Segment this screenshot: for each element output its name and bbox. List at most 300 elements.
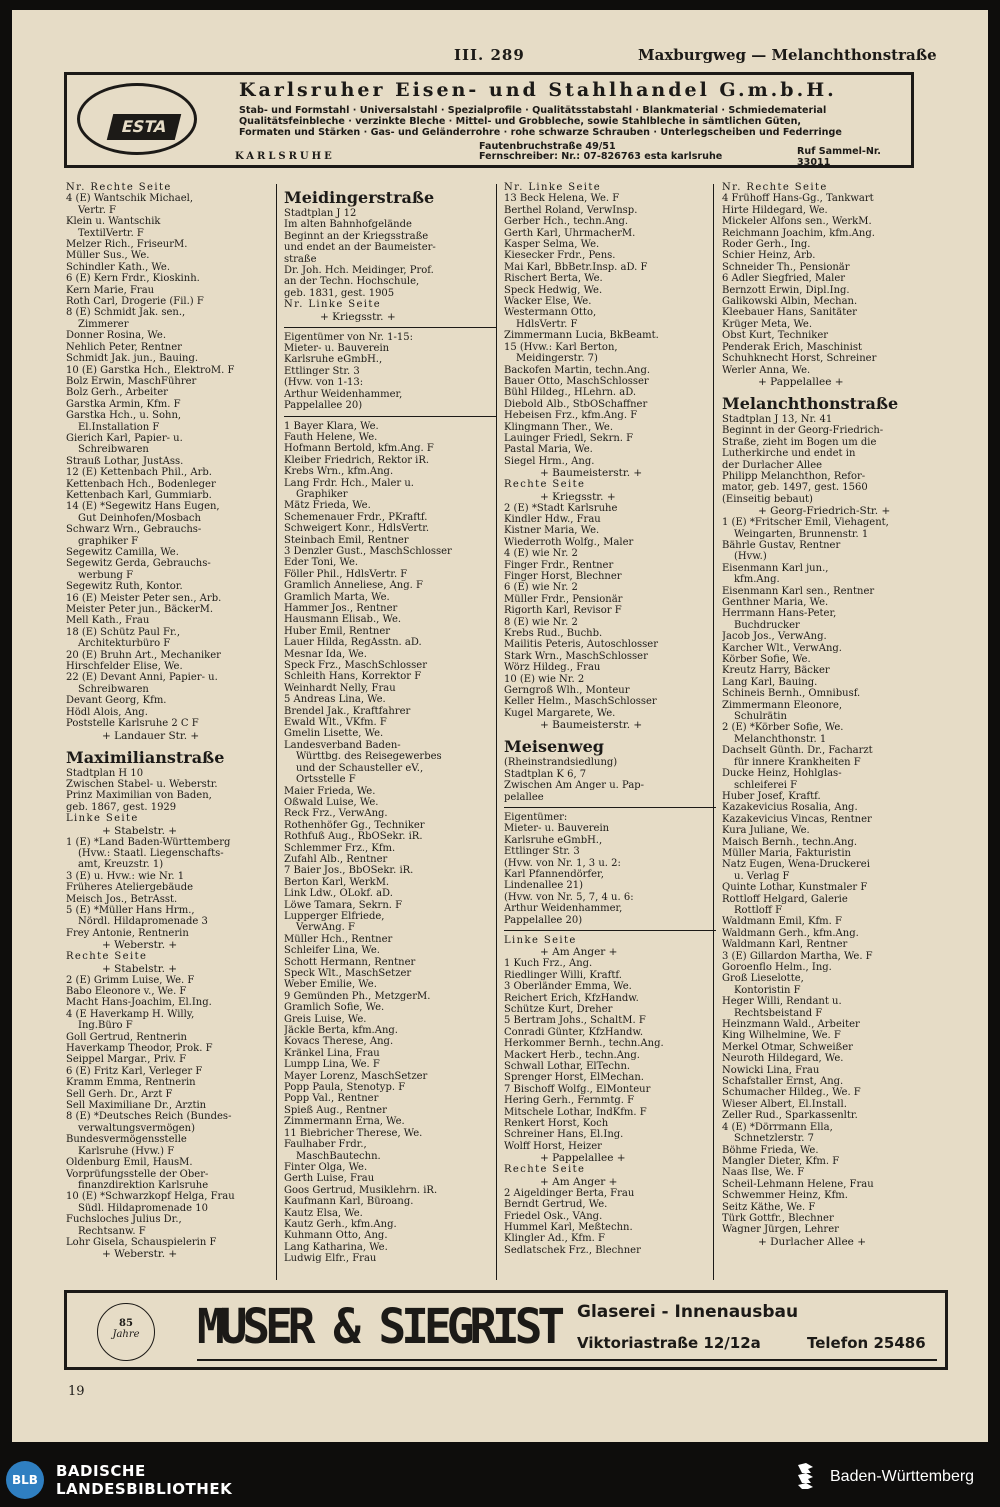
entry-continuation: Karlsruhe (Hvw.) F: [78, 1145, 175, 1157]
directory-entry: Eder Toni, We.: [284, 557, 359, 569]
esta-logo: [77, 83, 197, 155]
cross-street: + Pappelallee +: [540, 1152, 626, 1165]
directory-entry: Müller Hch., Rentner: [284, 933, 393, 945]
directory-entry: Waldmann Gerh., kfm.Ang.: [722, 927, 859, 939]
side-heading: Nr. Rechte Seite: [66, 182, 172, 193]
directory-entry: Werler Anna, We.: [722, 364, 811, 376]
directory-entry: 3 (E) Gillardon Martha, We. F: [722, 950, 873, 962]
directory-entry: Faulhaber Frdr.,: [284, 1139, 367, 1151]
directory-entry: Hirschfelder Elise, We.: [66, 661, 183, 673]
directory-entry: Kasper Selma, We.: [504, 239, 600, 251]
directory-entry: Stadtplan J 12: [284, 208, 357, 219]
directory-entry: Stadtplan J 13, Nr. 41: [722, 413, 833, 425]
directory-entry: 4 (E Haverkamp H. Willy,: [66, 1008, 195, 1020]
directory-entry: Nehlich Peter, Rentner: [66, 341, 182, 353]
directory-entry: Kautz Gerh., kfm.Ang.: [284, 1218, 397, 1230]
directory-entry: 10 (E) wie Nr. 2: [504, 673, 585, 685]
directory-entry: geb. 1867, gest. 1929: [66, 801, 177, 813]
directory-entry: Klein u. Wantschik: [66, 216, 161, 228]
directory-entry: an der Techn. Hochschule,: [284, 276, 420, 288]
directory-entry: Hausmann Elisab., We.: [284, 614, 402, 626]
directory-entry: Gramlich Anneliese, Ang. F: [284, 580, 423, 592]
directory-entry: Segewitz Ruth, Kontor.: [66, 581, 183, 593]
directory-entry: Rothfuß Aug., RbOSekr. iR.: [284, 831, 423, 843]
directory-entry: 5 Andreas Lina, We.: [284, 694, 386, 706]
entry-continuation: Ortsstelle F: [296, 774, 356, 786]
directory-entry: Landesverband Baden-: [284, 739, 401, 751]
entry-continuation: finanzdirektion Karlsruhe: [78, 1179, 209, 1191]
section-rule: [284, 327, 496, 328]
directory-entry: Müller Sus., We.: [66, 250, 150, 262]
directory-entry: 11 Biebricher Therese, We.: [284, 1127, 423, 1139]
entry-continuation: Ing.Büro F: [78, 1020, 133, 1032]
directory-entry: Müller Frdr., Pensionär: [504, 593, 623, 605]
directory-entry: Im alten Bahnhofgelände: [284, 219, 412, 231]
directory-entry: Conradi Günter, KfzHandw.: [504, 1026, 643, 1038]
cross-street: + Stabelstr. +: [102, 962, 178, 975]
directory-entry: Dr. Joh. Hch. Meidinger, Prof.: [284, 265, 434, 277]
entry-continuation: für innere Krankheiten F: [734, 756, 861, 768]
directory-entry: Hirte Hildegard, We.: [722, 204, 828, 216]
directory-entry: Schweigert Konr., HdlsVertr.: [284, 523, 430, 535]
directory-entry: Föller Phil., HdlsVertr. F: [284, 568, 408, 580]
footer-bar: [0, 1449, 1000, 1507]
directory-entry: Ludwig Elfr., Frau: [284, 1253, 377, 1265]
directory-entry: Steinbach Emil, Rentner: [284, 534, 409, 546]
directory-column-3: [504, 182, 716, 1282]
directory-entry: Wacker Else, We.: [504, 296, 592, 308]
cross-street: + Kriegsstr. +: [540, 490, 616, 503]
directory-entry: Schwall Lothar, ElTechn.: [504, 1061, 631, 1073]
directory-entry: Karlsruhe eGmbH.,: [284, 354, 383, 366]
directory-entry: Gerngroß Wlh., Monteur: [504, 685, 630, 697]
cross-street: + Durlacher Allee +: [758, 1235, 867, 1248]
directory-entry: 1 Kuch Frz., Ang.: [504, 958, 593, 970]
directory-entry: Schwarz Wrn., Gebrauchs-: [66, 524, 202, 536]
directory-entry: Goos Gertrud, Musiklehrn. iR.: [284, 1184, 438, 1196]
directory-entry: King Wilhelmine, We. F: [722, 1030, 841, 1042]
directory-entry: Hammer Jos., Rentner: [284, 603, 398, 614]
directory-entry: Greis Luise, We.: [284, 1013, 367, 1025]
entry-continuation: HdlsVertr. F: [516, 318, 578, 330]
cross-street: + Kriegsstr. +: [320, 310, 396, 323]
directory-entry: 2 (E) *Stadt Karlsruhe: [504, 502, 618, 514]
directory-entry: Diebold Alb., StbOSchaffner: [504, 398, 648, 410]
directory-entry: Schleifer Lina, We.: [284, 945, 380, 957]
directory-entry: 6 Adler Siegfried, Maler: [722, 273, 846, 285]
directory-entry: Hofmann Bertold, kfm.Ang. F: [284, 443, 434, 455]
directory-column-1: [66, 182, 278, 1282]
directory-entry: Mieter- u. Bauverein: [504, 823, 610, 835]
directory-entry: Pappelallee 20): [504, 914, 583, 926]
directory-entry: 12 (E) Kettenbach Phil., Arb.: [66, 467, 212, 479]
side-heading: Nr. Linke Seite: [284, 299, 382, 311]
directory-entry: Ettlinger Str. 3: [284, 365, 360, 377]
cross-street: + Weberstr. +: [102, 1248, 178, 1261]
directory-entry: Bauer Otto, MaschSchlosser: [504, 375, 649, 387]
directory-entry: Kistner Maria, We.: [504, 525, 600, 537]
directory-entry: Finter Olga, We.: [284, 1161, 368, 1173]
directory-entry: Mangler Dieter, Kfm. F: [722, 1155, 840, 1167]
directory-entry: der Durlacher Allee: [722, 459, 823, 471]
directory-entry: Westermann Otto,: [504, 307, 597, 319]
directory-entry: Jacob Jos., VerwAng.: [722, 631, 827, 643]
page-range-title: Maxburgweg — Melanchthonstraße: [638, 46, 937, 64]
directory-entry: Reichert Erich, KfzHandw.: [504, 992, 639, 1004]
directory-entry: Goll Gertrud, Rentnerin: [66, 1031, 187, 1043]
directory-entry: Riedlinger Willi, Kraftf.: [504, 969, 622, 981]
directory-entry: Klingmann Ther., We.: [504, 421, 614, 433]
directory-entry: 2 Aigeldinger Berta, Frau: [504, 1187, 635, 1199]
directory-entry: Huber Josef, Kraftf.: [722, 790, 821, 802]
directory-entry: 18 (E) Schütz Paul Fr.,: [66, 626, 181, 638]
directory-entry: Gramlich Sofie, We.: [284, 1002, 385, 1014]
esta-product-line: Stab- und Formstahl · Universalstahl · Spezialprofile · Qualitätsstabstahl · Blankmaterial · Schmiedematerial: [239, 105, 827, 116]
directory-entry: 5 Bertram Johs., SchaltM. F: [504, 1015, 646, 1027]
directory-entry: Groß Lieselotte,: [722, 973, 804, 985]
directory-entry: Krebs Wrn., kfm.Ang.: [284, 466, 394, 478]
directory-entry: Haverkamp Theodor, Prok. F: [66, 1043, 213, 1055]
directory-column-4: [722, 182, 934, 1282]
directory-entry: Finger Horst, Blechner: [504, 571, 622, 582]
entry-continuation: Württbg. des Reisegewerbes: [296, 751, 442, 763]
entry-continuation: VerwAng. F: [296, 922, 355, 934]
directory-entry: Melzer Rich., FriseurM.: [66, 239, 188, 251]
blb-name-line2[interactable]: LANDESBIBLIOTHEK: [56, 1480, 233, 1498]
directory-entry: Mailitis Peteris, Autoschlosser: [504, 639, 658, 651]
directory-entry: Weinhardt Nelly, Frau: [284, 682, 396, 694]
directory-entry: Merkel Otmar, Schweißer: [722, 1041, 853, 1053]
directory-entry: Kleebauer Hans, Sanitäter: [722, 307, 857, 319]
directory-entry: Zimmermann Eleonore,: [722, 699, 843, 711]
directory-entry: 16 (E) Meister Peter sen., Arb.: [66, 592, 222, 604]
directory-entry: Mai Karl, BbBetr.Insp. aD. F: [504, 261, 648, 273]
entry-continuation: Schreibwaren: [78, 444, 149, 456]
directory-entry: 9 Gemünden Ph., MetzgerM.: [284, 990, 431, 1002]
esta-product-lines: [239, 105, 899, 138]
directory-entry: Hödl Alois, Ang.: [66, 706, 148, 718]
directory-entry: Bundesvermögensstelle: [66, 1134, 187, 1146]
directory-entry: Natz Eugen, Wena-Druckerei: [722, 859, 870, 871]
cross-street: + Georg-Friedrich-Str. +: [758, 505, 891, 518]
directory-entry: Kettenbach Hch., Bodenleger: [66, 478, 216, 490]
directory-entry: Kern Marie, Frau: [66, 284, 155, 296]
muser-siegrist-service: Glaserei - Innenausbau: [577, 1302, 799, 1322]
directory-entry: pelallee: [504, 791, 544, 803]
anniversary-badge: [97, 1303, 155, 1361]
entry-continuation: verwaltungsvermögen): [78, 1122, 196, 1134]
directory-entry: Karcher Wlt., VerwAng.: [722, 642, 842, 654]
directory-entry: Lang Karl, Bauing.: [722, 676, 818, 688]
entry-continuation: Schnetzlerstr. 7: [734, 1133, 814, 1145]
entry-continuation: TextilVertr. F: [78, 227, 144, 239]
directory-entry: Berton Karl, WerkM.: [284, 876, 390, 888]
entry-continuation: Schreibwaren: [78, 683, 149, 695]
directory-entry: Bernzott Erwin, Dipl.Ing.: [722, 284, 850, 296]
directory-entry: 22 (E) Devant Anni, Papier- u.: [66, 672, 218, 684]
directory-entry: Heinzmann Wald., Arbeiter: [722, 1019, 860, 1031]
esta-company-name: Karlsruher Eisen- und Stahlhandel G.m.b.H.: [239, 79, 837, 101]
directory-entry: Schumacher Hildeg., We. F: [722, 1087, 861, 1099]
directory-entry: Böhme Frieda, We.: [722, 1144, 819, 1156]
directory-entry: Beginnt an der Kriegsstraße: [284, 230, 429, 242]
directory-entry: Lupperger Elfriede,: [284, 910, 385, 922]
directory-entry: Sell Gerh. Dr., Arzt F: [66, 1088, 173, 1100]
entry-continuation: Meidingerstr. 7): [516, 353, 598, 365]
directory-entry: Kazakevicius Vincas, Rentner: [722, 813, 872, 825]
directory-entry: Ewald Wlt., VKfm. F: [284, 717, 387, 729]
directory-column-2: [284, 182, 496, 1282]
directory-entry: Gramlich Marta, We.: [284, 591, 390, 603]
directory-entry: Speck Hedwig, We.: [504, 284, 603, 296]
directory-entry: 8 (E) wie Nr. 2: [504, 616, 578, 628]
directory-entry: Segewitz Camilla, We.: [66, 547, 179, 558]
directory-entry: Eigentümer:: [504, 811, 568, 823]
directory-entry: Lang Katharina, We.: [284, 1241, 388, 1253]
muser-siegrist-phone: Telefon 25486: [807, 1334, 926, 1352]
side-heading: Rechte Seite: [504, 1164, 586, 1176]
directory-entry: Rothenhöfer Gg., Techniker: [284, 819, 425, 831]
directory-entry: Mickeler Alfons sen., WerkM.: [722, 216, 872, 228]
directory-entry: Zwischen Am Anger u. Pap-: [504, 780, 645, 792]
directory-entry: Bährle Gustav, Rentner: [722, 539, 841, 551]
directory-entry: Kazakevicius Rosalia, Ang.: [722, 802, 858, 814]
directory-entry: Nowicki Lina, Frau: [722, 1064, 820, 1076]
directory-entry: Roder Gerh., Ing.: [722, 239, 811, 251]
directory-entry: Eisenmann Karl sen., Rentner: [722, 585, 875, 597]
esta-phone: Ruf Sammel-Nr. 33011: [797, 146, 881, 168]
directory-entry: Babo Eleonore v., We. F: [66, 986, 187, 997]
directory-entry: 4 (E) Wantschik Michael,: [66, 193, 193, 205]
directory-entry: Krüger Meta, We.: [722, 318, 813, 330]
directory-entry: Friedel Osk., VAng.: [504, 1210, 603, 1222]
street-heading: Meidingerstraße: [284, 188, 435, 207]
directory-entry: Renkert Horst, Koch: [504, 1118, 609, 1130]
entry-continuation: kfm.Ang.: [734, 574, 780, 586]
directory-entry: Bolz Gerh., Arbeiter: [66, 387, 168, 399]
directory-entry: 5 (E) *Müller Hans Hrm.,: [66, 904, 195, 916]
directory-entry: Schmidt Jak. jun., Bauing.: [66, 353, 199, 365]
directory-entry: 6 (E) Fritz Karl, Verleger F: [66, 1065, 203, 1077]
directory-entry: Rigorth Karl, Revisor F: [504, 605, 622, 617]
directory-entry: Siegel Hrm., Ang.: [504, 455, 595, 467]
anniversary-years: 85: [119, 1318, 133, 1329]
entry-continuation: graphiker F: [78, 535, 139, 547]
directory-entry: Reichmann Joachim, kfm.Ang.: [722, 227, 875, 239]
directory-entry: 6 (E) Kern Frdr., Kioskinh.: [66, 273, 200, 285]
entry-continuation: Gut Deinhofen/Mosbach: [78, 512, 201, 524]
entry-continuation: Zimmerer: [78, 318, 129, 330]
directory-entry: Waldmann Emil, Kfm. F: [722, 916, 842, 928]
directory-entry: 1 Bayer Klara, We.: [284, 420, 379, 432]
anniversary-label: Jahre: [112, 1329, 140, 1340]
directory-entry: Eisenmann Karl jun.,: [722, 562, 829, 574]
directory-entry: Popp Val., Rentner: [284, 1093, 379, 1105]
directory-entry: Meister Peter jun., BäckerM.: [66, 604, 214, 616]
column-divider: [276, 184, 277, 1280]
directory-entry: Zimmermann Lucia, BkBeamt.: [504, 330, 659, 342]
directory-entry: Maier Frieda, We.: [284, 785, 376, 797]
entry-continuation: Vertr. F: [78, 204, 116, 216]
directory-entry: Dachselt Günth. Dr., Facharzt: [722, 745, 873, 757]
directory-entry: Philipp Melanchthon, Refor-: [722, 470, 866, 482]
entry-continuation: Schulrätin: [734, 711, 787, 723]
blb-name-line1[interactable]: BADISCHE: [56, 1462, 146, 1480]
directory-entry: Poststelle Karlsruhe 2 C F: [66, 718, 199, 730]
directory-entry: Kindler Hdw., Frau: [504, 513, 601, 525]
directory-entry: Maisch Bernh., techn.Ang.: [722, 836, 858, 848]
directory-entry: Klingler Ad., Kfm. F: [504, 1233, 605, 1245]
directory-entry: Herrmann Hans-Peter,: [722, 608, 837, 620]
directory-entry: Rottloff Helgard, Galerie: [722, 893, 848, 905]
entry-continuation: und der Schausteller eV.,: [296, 762, 424, 774]
side-heading: Rechte Seite: [66, 951, 148, 963]
directory-entry: Kovacs Therese, Ang.: [284, 1036, 394, 1048]
entry-continuation: Graphiker: [296, 488, 348, 500]
cross-street: + Baumeisterstr. +: [540, 719, 643, 732]
section-rule: [284, 416, 496, 417]
directory-entry: 10 (E) Garstka Hch., ElektroM. F: [66, 364, 235, 376]
directory-entry: Donner Rosina, We.: [66, 330, 166, 342]
directory-entry: Kränkel Lina, Frau: [284, 1047, 380, 1059]
entry-continuation: Architekturbüro F: [78, 638, 171, 650]
directory-entry: Oßwald Luise, We.: [284, 796, 379, 808]
directory-entry: 1 (E) *Land Baden-Württemberg: [66, 836, 231, 848]
directory-entry: Wieser Albert, El.Install.: [722, 1098, 847, 1110]
directory-entry: Stadtplan H 10: [66, 767, 144, 779]
directory-entry: 2 (E) *Körber Sofie, We.: [722, 722, 844, 734]
directory-entry: Berthel Roland, VerwInsp.: [504, 204, 638, 216]
side-heading: Nr. Rechte Seite: [722, 182, 828, 193]
directory-entry: (Hvw. von Nr. 5, 7, 4 u. 6:: [504, 891, 634, 903]
cross-street: + Stabelstr. +: [102, 824, 178, 837]
directory-entry: Kaufmann Karl, Büroang.: [284, 1196, 414, 1208]
directory-entry: 13 Beck Helena, We. F: [504, 193, 620, 205]
directory-entry: Gerth Luise, Frau: [284, 1173, 375, 1185]
directory-entry: Eigentümer von Nr. 1-15:: [284, 331, 413, 343]
directory-entry: 4 (E) *Dörrmann Ella,: [722, 1121, 833, 1133]
directory-entry: 15 (Hvw.: Karl Berton,: [504, 341, 618, 353]
directory-entry: Neuroth Hildegard, We.: [722, 1053, 844, 1065]
directory-page: [12, 10, 988, 1442]
directory-entry: Meisch Jos., BetrAsst.: [66, 893, 178, 905]
directory-entry: Ducke Heinz, Hohlglas-: [722, 768, 842, 780]
directory-entry: Garstka Hch., u. Sohn,: [66, 410, 182, 422]
directory-entry: Huber Emil, Rentner: [284, 625, 391, 637]
directory-entry: Pappelallee 20): [284, 400, 363, 412]
directory-entry: Macht Hans-Joachim, El.Ing.: [66, 997, 212, 1009]
directory-entry: (Rheinstrandsiedlung): [504, 757, 618, 769]
entry-continuation: Kontoristin F: [734, 984, 801, 996]
directory-entry: Naas Ilse, We. F: [722, 1167, 805, 1179]
directory-entry: Hering Gerh., Fernmtg. F: [504, 1095, 635, 1107]
directory-entry: Seitz Käthe, We. F: [722, 1201, 816, 1213]
directory-entry: Finger Frdr., Rentner: [504, 559, 614, 571]
directory-entry: Mayer Lorenz, MaschSetzer: [284, 1070, 428, 1082]
directory-entry: Mitschele Lothar, IndKfm. F: [504, 1106, 647, 1118]
directory-entry: mator, geb. 1497, gest. 1560: [722, 482, 868, 494]
directory-entry: Gerber Hch., techn.Ang.: [504, 216, 629, 228]
directory-entry: (Einseitig bebaut): [722, 493, 813, 505]
directory-entry: Devant Georg, Kfm.: [66, 695, 167, 707]
directory-entry: Oldenburg Emil, HausM.: [66, 1157, 193, 1169]
entry-continuation: Buchdrucker: [734, 619, 800, 631]
directory-entry: Mell Kath., Frau: [66, 615, 150, 627]
directory-entry: Schafstaller Ernst, Ang.: [722, 1076, 844, 1088]
column-divider: [496, 184, 497, 1280]
entry-continuation: (Hvw.: Staatl. Liegenschafts-: [78, 847, 224, 859]
directory-entry: 6 (E) wie Nr. 2: [504, 582, 578, 594]
bw-lions-icon: [796, 1461, 816, 1491]
directory-entry: Früheres Ateliergebäude: [66, 882, 194, 894]
blb-logo-icon[interactable]: BLB: [6, 1461, 44, 1499]
directory-entry: Heger Willi, Rendant u.: [722, 996, 842, 1008]
page-number: 19: [68, 1384, 85, 1399]
directory-entry: Wolff Horst, Heizer: [504, 1140, 602, 1152]
street-heading: Meisenweg: [504, 737, 604, 757]
esta-contact: [479, 142, 722, 162]
directory-entry: Schlemmer Frz., Kfm.: [284, 842, 396, 854]
directory-entry: Speck Frz., MaschSchlosser: [284, 660, 427, 672]
column-divider: [713, 184, 714, 1280]
directory-entry: 3 (E) u. Hvw.: wie Nr. 1: [66, 870, 185, 882]
directory-entry: Genthner Maria, We.: [722, 597, 829, 608]
directory-entry: Kramm Emma, Rentnerin: [66, 1077, 196, 1089]
directory-entry: 8 (E) Schmidt Jak. sen.,: [66, 307, 186, 319]
side-heading: Rechte Seite: [504, 479, 586, 491]
directory-entry: 7 Bischoff Wolfg., ElMonteur: [504, 1083, 651, 1095]
side-heading: Linke Seite: [66, 813, 139, 825]
directory-entry: Waldmann Karl, Rentner: [722, 939, 848, 951]
directory-entry: Zimmermann Erna, We.: [284, 1116, 405, 1128]
directory-entry: Sedlatschek Frz., Blechner: [504, 1244, 641, 1256]
directory-entry: Mieter- u. Bauverein: [284, 343, 390, 355]
directory-entry: Kettenbach Karl, Gummiarb.: [66, 489, 212, 501]
directory-entry: Backofen Martin, techn.Ang.: [504, 364, 651, 376]
directory-entry: Herkommer Bernh., techn.Ang.: [504, 1038, 664, 1050]
entry-continuation: (Hvw.): [734, 551, 767, 563]
directory-entry: Goroenflo Helm., Ing.: [722, 962, 832, 973]
directory-entry: Kiesecker Frdr., Pens.: [504, 250, 616, 262]
directory-entry: 3 Oberländer Emma, We.: [504, 981, 632, 993]
esta-telex: Fernschreiber: Nr.: 07-826763 esta karlsruhe: [479, 151, 723, 162]
bw-label[interactable]: Baden-Württemberg: [830, 1468, 975, 1485]
directory-entry: Pastal Maria, We.: [504, 444, 593, 456]
directory-entry: Popp Paula, Stenotyp. F: [284, 1082, 406, 1094]
directory-entry: Schemenauer Frdr., PKraftf.: [284, 511, 428, 523]
directory-entry: Sprenger Horst, ElMechan.: [504, 1072, 644, 1084]
directory-entry: Seippel Margar., Priv. F: [66, 1054, 187, 1066]
side-heading: Nr. Linke Seite: [504, 182, 602, 193]
directory-entry: Fauth Helene, We.: [284, 431, 378, 443]
directory-entry: Mesnar Ida, We.: [284, 648, 367, 660]
street-heading: Maximilianstraße: [66, 747, 225, 767]
entry-continuation: schleiferei F: [734, 779, 798, 791]
directory-entry: Galikowski Albin, Mechan.: [722, 296, 858, 308]
directory-entry: Lauer Hilda, RegAsstn. aD.: [284, 637, 422, 649]
cross-street: + Am Anger +: [540, 1175, 618, 1188]
directory-entry: Arthur Weidenhammer,: [504, 903, 623, 915]
directory-entry: Stadtplan K 6, 7: [504, 768, 587, 780]
directory-entry: Gierich Karl, Papier- u.: [66, 432, 183, 444]
directory-entry: 7 Baier Jos., BbOSekr. iR.: [284, 865, 414, 877]
directory-entry: Speck Wlt., MaschSetzer: [284, 968, 412, 979]
directory-entry: Strauß Lothar, JustAss.: [66, 455, 184, 467]
directory-entry: Lauinger Friedl, Sekrn. F: [504, 432, 634, 444]
directory-entry: Quinte Lothar, Kunstmaler F: [722, 882, 868, 894]
directory-entry: 1 (E) *Fritscher Emil, Viehagent,: [722, 517, 889, 529]
directory-entry: Bolz Erwin, MaschFührer: [66, 375, 197, 387]
